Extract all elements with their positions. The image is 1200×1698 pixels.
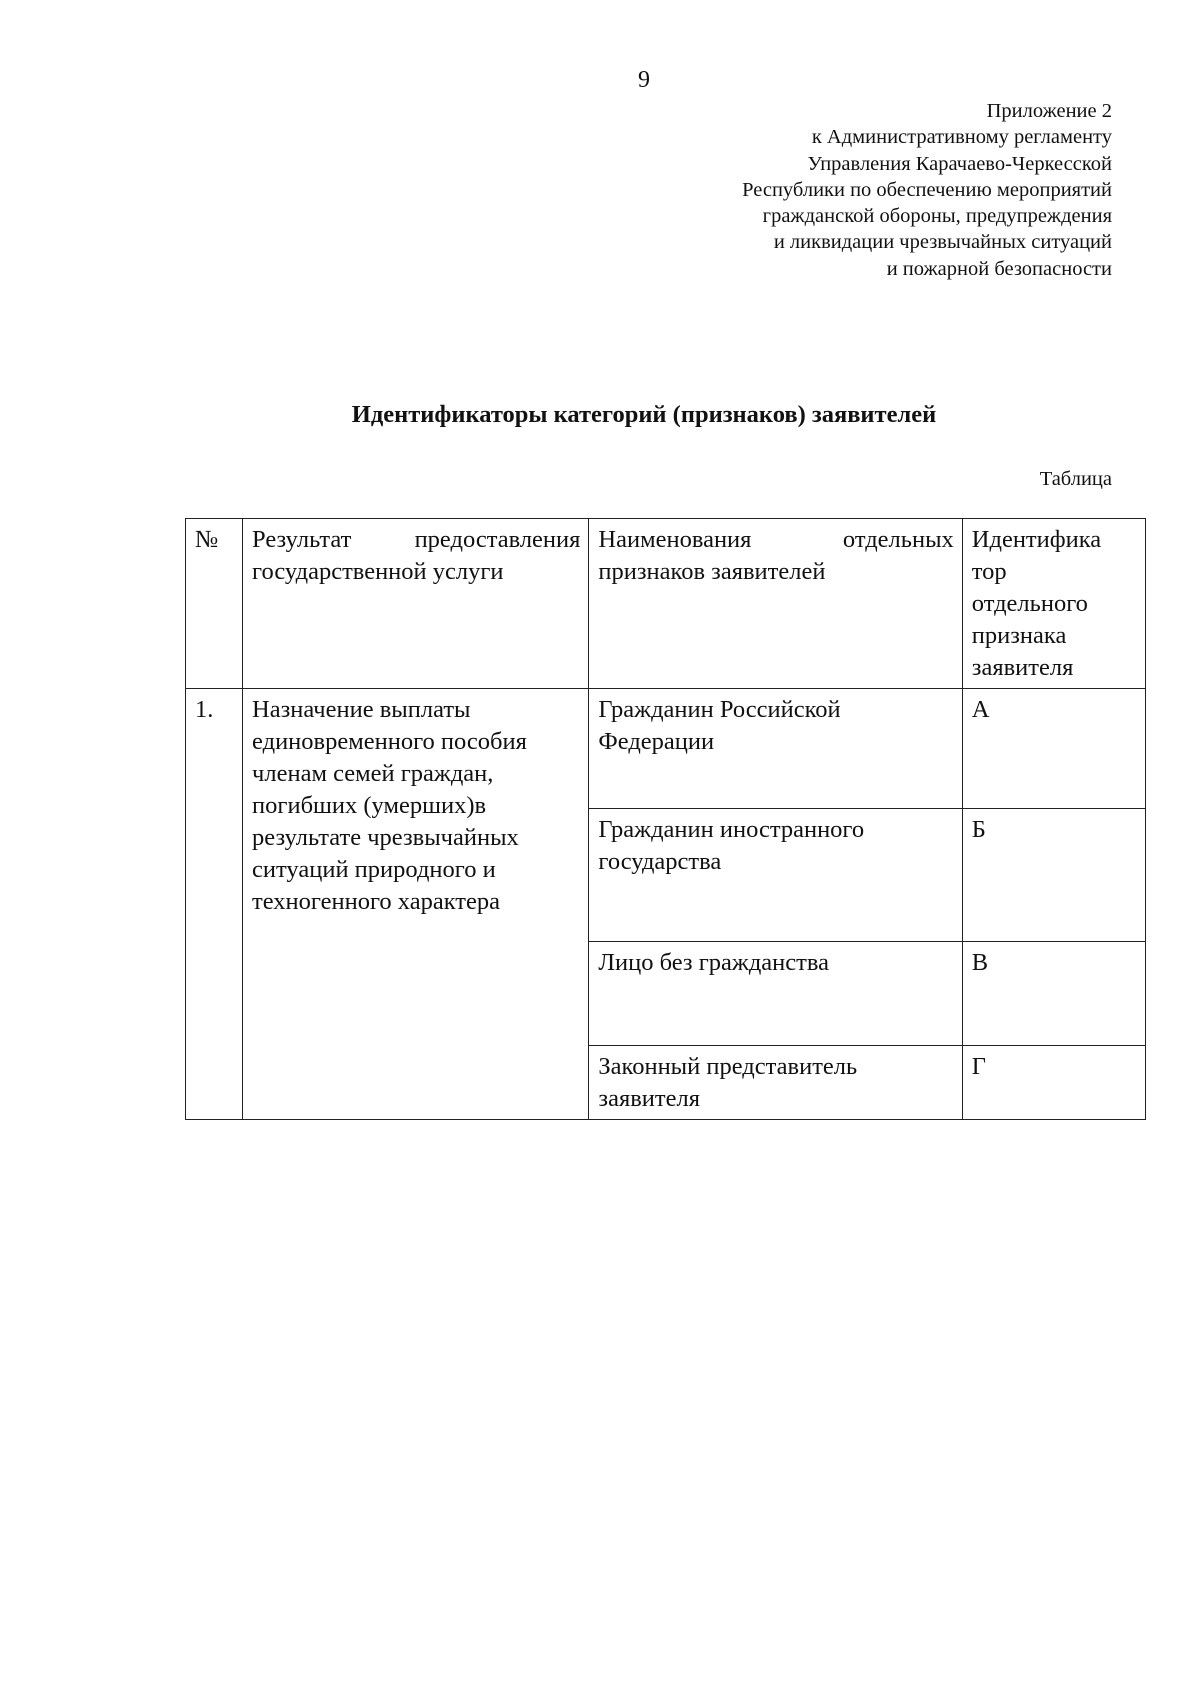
appendix-line: и пожарной безопасности (886, 257, 1112, 280)
page-number: 9 (638, 67, 650, 93)
table-header-row (186, 519, 1146, 689)
applicant-id-cell: Г (962, 1046, 1145, 1120)
header-result (243, 519, 589, 689)
header-identifier: Идентифика тор отдельного признака заявителя (962, 519, 1145, 689)
header-result-line: Результат предоставления (252, 526, 581, 553)
header-name-line: признаков заявителей (598, 558, 826, 585)
applicant-name-cell: Гражданин Российской Федерации (589, 689, 962, 809)
header-result-line: государственной услуги (252, 558, 504, 585)
row-num-cell: 1. (186, 689, 243, 1120)
appendix-block (742, 98, 1112, 282)
appendix-line: гражданской обороны, предупреждения (762, 205, 1112, 228)
applicant-id-cell: Б (962, 809, 1145, 942)
applicant-name-cell: Гражданин иностранного государства (589, 809, 962, 942)
appendix-line: Республики по обеспечению мероприятий (742, 178, 1112, 201)
applicant-id-cell: А (962, 689, 1145, 809)
document-title: Идентификаторы категорий (признаков) заявителей (351, 401, 937, 428)
appendix-line: к Административному регламенту (811, 126, 1112, 149)
appendix-line: и ликвидации чрезвычайных ситуаций (773, 231, 1112, 254)
appendix-line: Управления Карачаево-Черкесской (807, 152, 1112, 175)
applicant-name-cell: Лицо без гражданства (589, 942, 962, 1046)
applicant-id-cell: В (962, 942, 1145, 1046)
identifiers-table (185, 518, 1146, 1120)
header-num: № (186, 519, 243, 689)
row-result-cell: Назначение выплаты единовременного пособия членам семей граждан, погибших (умерших)в результате чрезвычайных ситуаций природного и техногенного характера (243, 689, 589, 1120)
appendix-line: Приложение 2 (986, 100, 1112, 122)
table-row (186, 689, 1146, 809)
table-label: Таблица (1039, 468, 1112, 490)
header-name-line: Наименования отдельных (598, 526, 954, 553)
applicant-name-cell: Законный представитель заявителя (589, 1046, 962, 1120)
header-name (589, 519, 962, 689)
